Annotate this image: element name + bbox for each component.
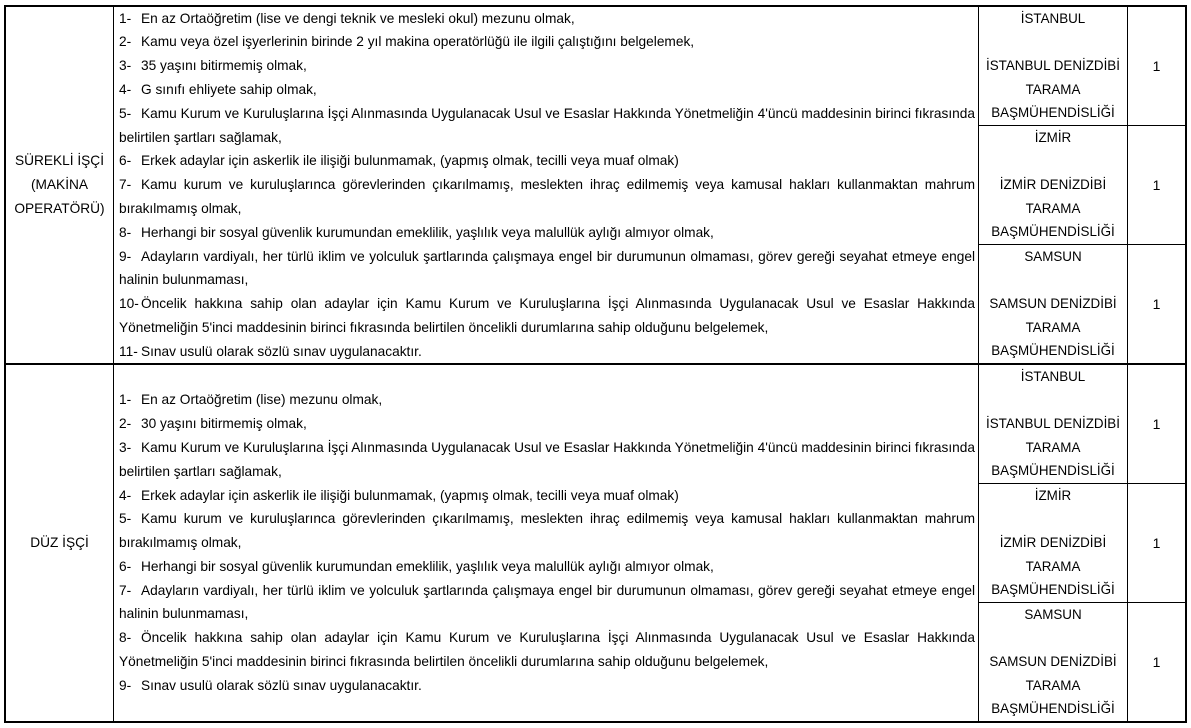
- placement-count: 1: [1152, 416, 1161, 432]
- requirement-item: [119, 436, 975, 484]
- requirement-text: Kamu veya özel işyerlerinin birinde 2 yıl makina operatörlüğü ile ilgili çalıştığını belgelemek,: [141, 34, 695, 50]
- job-title: SÜREKLİ İŞÇİ (MAKİNA OPERATÖRÜ): [14, 153, 105, 216]
- placement-row: [979, 244, 1185, 363]
- requirement-item: [119, 579, 975, 627]
- placement-office: SAMSUN DENİZDİBİ TARAMA BAŞMÜHENDİSLİĞİ: [989, 296, 1117, 359]
- placement-row: [979, 602, 1185, 721]
- requirement-text: G sınıfı ehliyete sahip olmak,: [141, 81, 317, 97]
- job-posting-table: [4, 5, 1187, 723]
- requirement-text: Öncelik hakkına sahip olan adaylar için Kamu Kurum ve Kuruluşlarına İşçi Alınmasında Uygulanacak Usul ve Esaslar Hakkında Yönetmeliğin 5'inci maddesinin birinci fıkrasında belirtilen öncelikli durumlarına sahip olduğunu belgelemek,: [119, 296, 975, 335]
- requirement-number: 7-: [119, 582, 132, 598]
- job-title-cell: [6, 7, 114, 363]
- requirement-text: Adayların vardiyalı, her türlü iklim ve yolculuk şartlarında çalışmaya engel bir durumunun olmaması, görev gereği seyahat etmeye engel halinin bulunmaması,: [119, 582, 975, 622]
- requirement-item: [119, 292, 975, 340]
- placement-office: İSTANBUL DENİZDİBİ TARAMA BAŞMÜHENDİSLİĞİ: [986, 58, 1120, 121]
- placement-row: [979, 483, 1185, 602]
- requirement-text: Kamu Kurum ve Kuruluşlarına İşçi Alınmasında Uygulanacak Usul ve Esaslar Hakkında Yönetmeliğin 4'üncü maddesinin birinci fıkrasında belirtilen şartları sağlamak,: [119, 105, 975, 145]
- job-requirements-cell: [114, 7, 979, 363]
- requirement-text: En az Ortaöğretim (lise) mezunu olmak,: [141, 392, 383, 408]
- placement-location-cell: [979, 365, 1128, 483]
- requirement-number: 2-: [119, 416, 132, 432]
- requirement-text: Adayların vardiyalı, her türlü iklim ve yolculuk şartlarında çalışmaya engel bir durumunun olmaması, görev gereği seyahat etmeye engel halinin bulunmaması,: [119, 248, 975, 288]
- placement-city: İZMİR: [1034, 488, 1072, 504]
- placements-column: [979, 7, 1185, 363]
- requirement-item: [119, 7, 975, 30]
- requirement-text: Kamu Kurum ve Kuruluşlarına İşçi Alınmasında Uygulanacak Usul ve Esaslar Hakkında Yönetmeliğin 4'üncü maddesinin birinci fıkrasında belirtilen şartları sağlamak,: [119, 439, 975, 479]
- requirement-item: [119, 388, 975, 412]
- placement-office: İZMİR DENİZDİBİ TARAMA BAŞMÜHENDİSLİĞİ: [991, 535, 1115, 598]
- requirement-item: [119, 149, 975, 173]
- requirement-text: Sınav usulü olarak sözlü sınav uygulanacaktır.: [141, 343, 422, 359]
- requirement-item: [119, 412, 975, 436]
- requirement-number: 7-: [119, 177, 132, 193]
- placement-count: 1: [1152, 296, 1161, 312]
- requirement-number: 4-: [119, 487, 132, 503]
- requirement-text: Erkek adaylar için askerlik ile ilişiği bulunmamak, (yapmış olmak, tecilli veya muaf olmak): [141, 153, 679, 169]
- requirement-item: [119, 484, 975, 508]
- placement-location-cell: [979, 245, 1128, 363]
- requirement-text: Erkek adaylar için askerlik ile ilişiği bulunmamak, (yapmış olmak, tecilli veya muaf olmak): [141, 487, 679, 503]
- requirement-item: [119, 340, 975, 363]
- requirement-number: 9-: [119, 677, 132, 693]
- requirement-number: 11-: [119, 343, 138, 359]
- requirement-number: 1-: [119, 10, 132, 26]
- requirement-text: Kamu kurum ve kuruluşlarınca görevlerinden çıkarılmamış, meslekten ihraç edilmemiş veya kamusal hakları kullanmaktan mahrum bırakılmamış olmak,: [119, 177, 975, 216]
- requirement-number: 6-: [119, 153, 132, 169]
- requirement-number: 1-: [119, 392, 132, 408]
- placement-row: [979, 365, 1185, 483]
- requirement-number: 5-: [119, 511, 132, 527]
- requirement-number: 8-: [119, 224, 132, 240]
- placement-office: İSTANBUL DENİZDİBİ TARAMA BAŞMÜHENDİSLİĞİ: [986, 416, 1120, 479]
- job-title-cell: [6, 365, 114, 721]
- placement-count: 1: [1152, 177, 1161, 193]
- requirement-item: [119, 221, 975, 245]
- requirement-item: [119, 626, 975, 674]
- requirement-item: [119, 674, 975, 698]
- requirement-item: [119, 30, 975, 54]
- placement-count: 1: [1152, 58, 1161, 74]
- requirement-number: 6-: [119, 558, 132, 574]
- requirement-item: [119, 102, 975, 150]
- placement-row: [979, 125, 1185, 244]
- job-title: DÜZ İŞÇİ: [30, 535, 89, 551]
- placement-office: SAMSUN DENİZDİBİ TARAMA BAŞMÜHENDİSLİĞİ: [989, 654, 1117, 717]
- placement-location-cell: [979, 603, 1128, 721]
- requirement-item: [119, 555, 975, 579]
- requirement-text: Sınav usulü olarak sözlü sınav uygulanacaktır.: [141, 677, 422, 693]
- requirement-text: 35 yaşını bitirmemiş olmak,: [141, 58, 307, 74]
- placement-location-cell: [979, 126, 1128, 244]
- placement-count: 1: [1152, 535, 1161, 551]
- placement-city: SAMSUN: [1024, 607, 1082, 623]
- requirement-number: 5-: [119, 105, 132, 121]
- requirement-text: Herhangi bir sosyal güvenlik kurumundan emeklilik, yaşlılık veya malullük aylığı almıyor olmak,: [141, 224, 714, 240]
- requirement-text: Herhangi bir sosyal güvenlik kurumundan emeklilik, yaşlılık veya malullük aylığı almıyor olmak,: [141, 558, 714, 574]
- requirement-item: [119, 245, 975, 293]
- requirement-text: 30 yaşını bitirmemiş olmak,: [141, 416, 307, 432]
- requirement-number: 9-: [119, 248, 132, 264]
- job-row: [6, 7, 1185, 363]
- placement-row: [979, 7, 1185, 125]
- placement-office: İZMİR DENİZDİBİ TARAMA BAŞMÜHENDİSLİĞİ: [991, 177, 1115, 240]
- placements-column: [979, 365, 1185, 721]
- requirement-item: [119, 54, 975, 78]
- placement-location-cell: [979, 484, 1128, 602]
- requirement-text: Kamu kurum ve kuruluşlarınca görevlerinden çıkarılmamış, meslekten ihraç edilmemiş veya kamusal hakları kullanmaktan mahrum bırakılmamış olmak,: [119, 511, 975, 551]
- requirement-number: 10-: [119, 296, 139, 312]
- requirement-text: Öncelik hakkına sahip olan adaylar için Kamu Kurum ve Kuruluşlarına İşçi Alınmasında Uygulanacak Usul ve Esaslar Hakkında Yönetmeliğin 5'inci maddesinin birinci fıkrasında belirtilen öncelikli durumlarına sahip olduğunu belgelemek,: [119, 630, 975, 670]
- requirement-number: 8-: [119, 630, 132, 646]
- requirement-number: 3-: [119, 58, 132, 74]
- requirement-number: 2-: [119, 34, 132, 50]
- placement-location-cell: [979, 7, 1128, 125]
- requirement-text: En az Ortaöğretim (lise ve dengi teknik ve mesleki okul) mezunu olmak,: [141, 10, 575, 26]
- job-requirements-cell: [114, 365, 979, 721]
- requirement-item: [119, 173, 975, 221]
- placement-city: İSTANBUL: [1020, 369, 1086, 385]
- requirement-item: [119, 507, 975, 555]
- requirement-number: 4-: [119, 81, 132, 97]
- requirement-number: 3-: [119, 439, 132, 455]
- placement-count: 1: [1152, 654, 1161, 670]
- placement-city: İZMİR: [1034, 130, 1072, 146]
- requirement-item: [119, 78, 975, 102]
- placement-city: İSTANBUL: [1020, 11, 1086, 27]
- job-row: [6, 363, 1185, 721]
- placement-city: SAMSUN: [1024, 249, 1082, 265]
